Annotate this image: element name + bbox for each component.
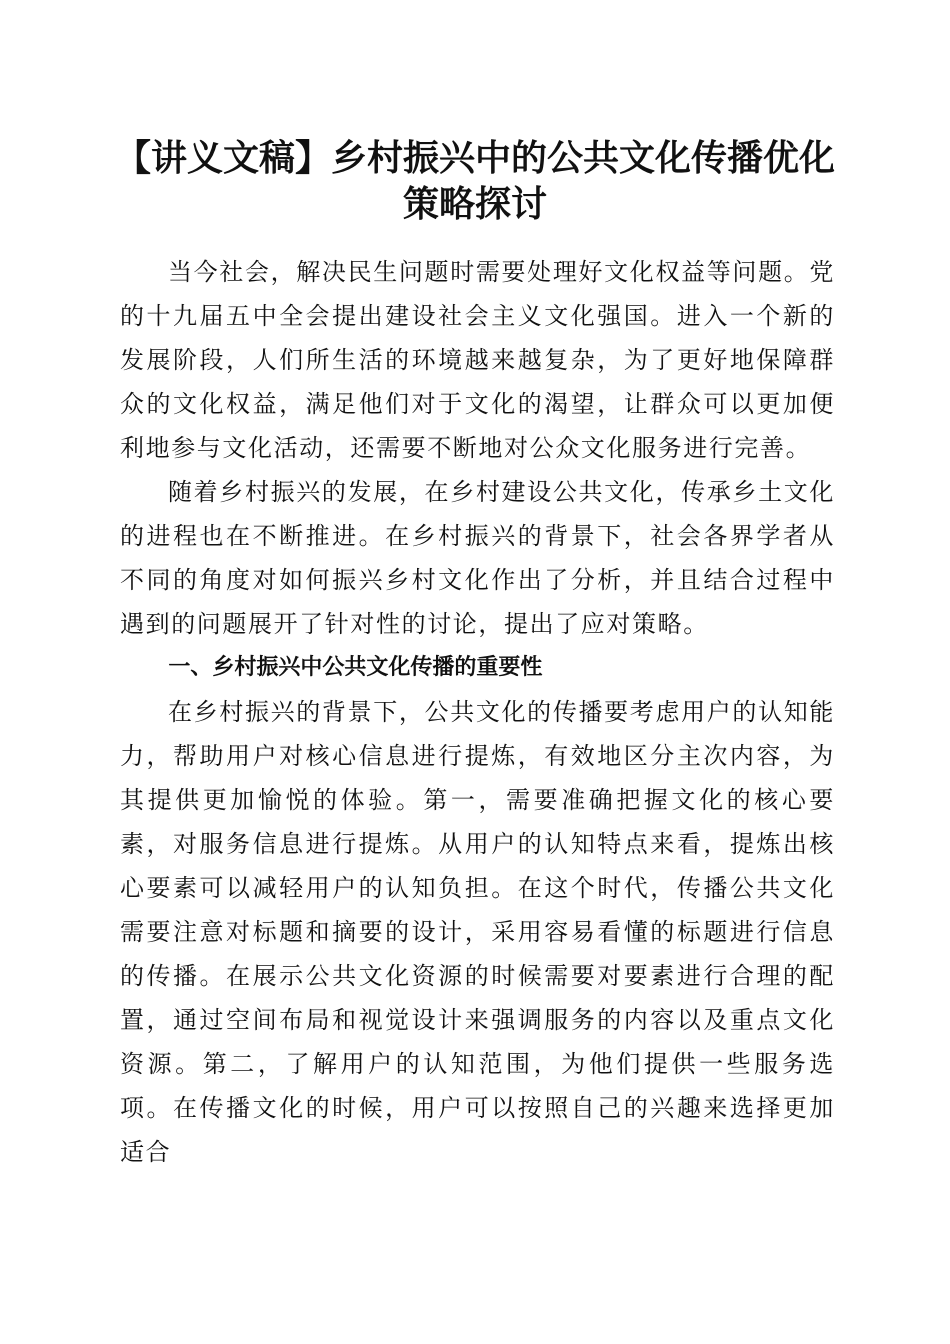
document-title-line-2: 策略探讨 xyxy=(402,184,547,225)
document-body xyxy=(120,250,835,1174)
document-title-line-1: 【讲义文稿】乡村振兴中的公共文化传播优化 xyxy=(114,138,835,179)
section-heading: 一、乡村振兴中公共文化传播的重要性 xyxy=(168,655,543,680)
body-paragraph-2: 随着乡村振兴的发展，在乡村建设公共文化，传承乡土文化的进程也在不断推进。在乡村振兴的背景下，社会各界学者从不同的角度对如何振兴乡村文化作出了分析，并且结合过程中遇到的问题展开了针对性的讨论，提出了应对策略。 xyxy=(120,478,835,638)
section-paragraph: 在乡村振兴的背景下，公共文化的传播要考虑用户的认知能力，帮助用户对核心信息进行提炼，有效地区分主次内容，为其提供更加愉悦的体验。第一，需要准确把握文化的核心要素，对服务信息进行提炼。从用户的认知特点来看，提炼出核心要素可以减轻用户的认知负担。在这个时代，传播公共文化需要注意对标题和摘要的设计，采用容易看懂的标题进行信息的传播。在展示公共文化资源的时候需要对要素进行合理的配置，通过空间布局和视觉设计来强调服务的内容以及重点文化资源。第二，了解用户的认知范围，为他们提供一些服务选项。在传播文化的时候，用户可以按照自己的兴趣来选择更加适合 xyxy=(120,698,835,1166)
body-paragraph-1: 当今社会，解决民生问题时需要处理好文化权益等问题。党的十九届五中全会提出建设社会主义文化强国。进入一个新的发展阶段，人们所生活的环境越来越复杂，为了更好地保障群众的文化权益，满足他们对于文化的渴望，让群众可以更加便利地参与文化活动，还需要不断地对公众文化服务进行完善。 xyxy=(120,258,835,462)
